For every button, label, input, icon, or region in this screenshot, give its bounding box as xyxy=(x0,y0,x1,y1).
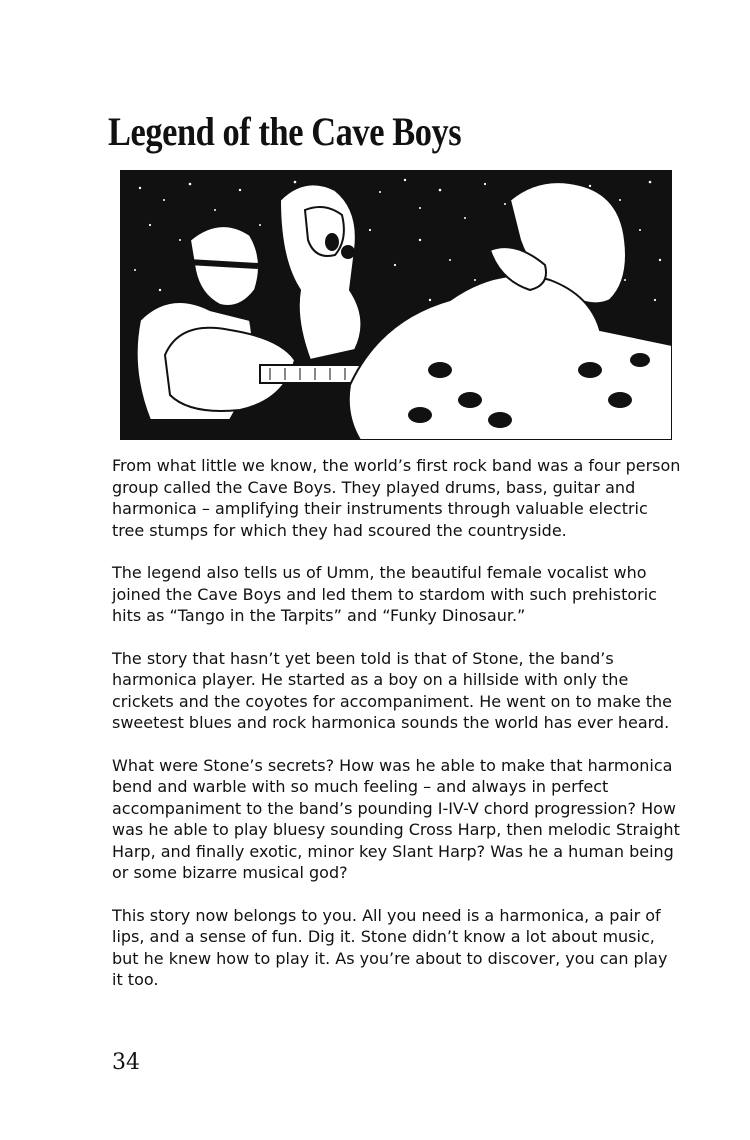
page-number: 34 xyxy=(112,1050,140,1075)
paragraph: The legend also tells us of Umm, the beautiful female vocalist who joined the Cave Boys and led them to stardom with such prehistoric hits as “Tango in the Tarpits” and “Funky Dinosaur.” xyxy=(112,563,657,625)
paragraph: The story that hasn’t yet been told is that of Stone, the band’s harmonica player. He started as a boy on a hillside with only the crickets and the coyotes for accompaniment. He went on to make the sweetest blues and rock harmonica sounds the world has ever heard. xyxy=(112,648,673,732)
body-text xyxy=(112,455,682,1012)
cave-boys-illustration xyxy=(120,170,672,440)
paragraph: This story now belongs to you. All you need is a harmonica, a pair of lips, and a sense of fun. Dig it. Stone didn’t know a lot about music, but he knew how to play it. As you’re about to discover, you can play it too. xyxy=(112,905,668,989)
page-title: Legend of the Cave Boys xyxy=(108,109,462,154)
paragraph: From what little we know, the world’s first rock band was a four person group called the Cave Boys. They played drums, bass, guitar and harmonica – amplifying their instruments through valuable electric tree stumps for which they had scoured the countryside. xyxy=(112,456,681,540)
paragraph: What were Stone’s secrets? How was he able to make that harmonica bend and warble with so much feeling – and always in perfect accompaniment to the band’s pounding I-IV-V chord progression? How was he able to play bluesy sounding Cross Harp, then melodic Straight Harp, and finally exotic, minor key Slant Harp? Was he a human being or some bizarre musical god? xyxy=(112,755,680,882)
